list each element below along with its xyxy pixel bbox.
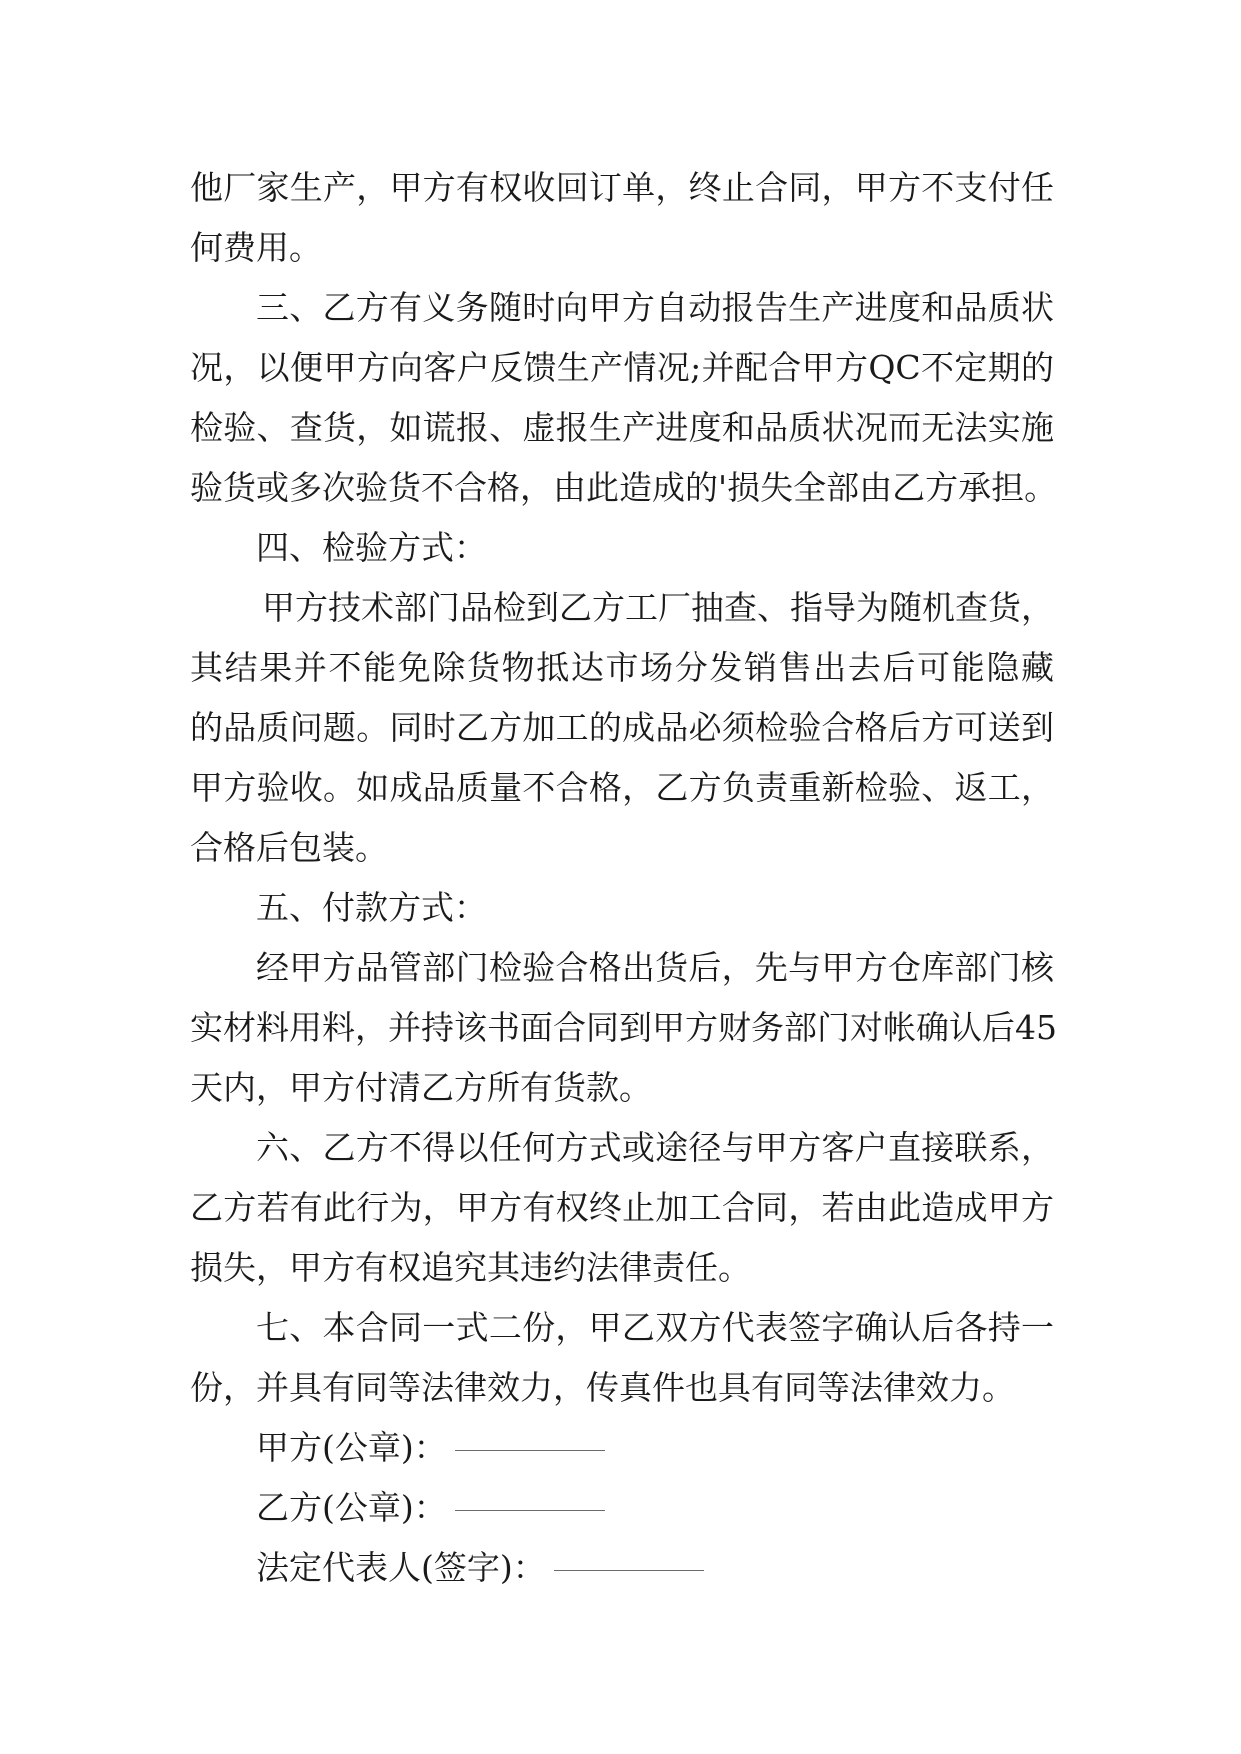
legal-rep-signature-blank [554, 1569, 704, 1571]
clause-4-heading: 四、检验方式： [256, 528, 487, 567]
party-a-signature-row [190, 1418, 1054, 1478]
text-line: 经甲方品管部门检验合格出货后，先与甲方仓库部门核 [256, 948, 1054, 987]
text-line: 验货或多次验货不合格，由此造成的'损失全部由乙方承担。 [190, 468, 1058, 507]
party-b-label: 乙方(公章)： [256, 1488, 447, 1527]
text-line: 甲方技术部门品检到乙方工厂抽查、指导为随机查货， [262, 588, 1054, 627]
party-a-label: 甲方(公章)： [256, 1428, 447, 1467]
text-line: 乙方若有此行为，甲方有权终止加工合同，若由此造成甲方 [190, 1188, 1054, 1227]
text-line: 甲方验收。如成品质量不合格，乙方负责重新检验、返工， [190, 768, 1054, 807]
text-line: 检验、查货，如谎报、虚报生产进度和品质状况而无法实施 [190, 408, 1054, 447]
text-line: 损失，甲方有权追究其违约法律责任。 [190, 1248, 751, 1287]
clause-5-heading: 五、付款方式： [256, 888, 487, 927]
text-line: 合格后包装。 [190, 828, 388, 867]
text-line: 他厂家生产，甲方有权收回订单，终止合同，甲方不支付任 [190, 168, 1054, 207]
contract-body [190, 158, 1058, 1598]
clause-3-heading: 三、乙方有义务随时向甲方自动报告生产进度和品质状 [256, 288, 1054, 327]
text-line: 天内，甲方付清乙方所有货款。 [190, 1068, 652, 1107]
clause-6-heading: 六、乙方不得以任何方式或途径与甲方客户直接联系， [256, 1128, 1054, 1167]
legal-rep-signature-row [190, 1538, 1054, 1598]
legal-rep-label: 法定代表人(签字)： [256, 1548, 546, 1587]
party-b-signature-blank [455, 1509, 605, 1511]
party-b-signature-row [190, 1478, 1054, 1538]
text-line: 实材料用料，并持该书面合同到甲方财务部门对帐确认后45 [190, 1008, 1057, 1047]
text-line: 的品质问题。同时乙方加工的成品必须检验合格后方可送到 [190, 708, 1054, 747]
party-a-signature-blank [455, 1449, 605, 1451]
clause-7-heading: 七、本合同一式二份，甲乙双方代表签字确认后各持一 [256, 1308, 1054, 1347]
text-line: 况，以便甲方向客户反馈生产情况;并配合甲方QC不定期的 [190, 348, 1054, 387]
text-line: 份，并具有同等法律效力，传真件也具有同等法律效力。 [190, 1368, 1015, 1407]
text-line: 何费用。 [190, 228, 322, 267]
text-line: 其结果并不能免除货物抵达市场分发销售出去后可能隐藏 [190, 648, 1054, 687]
